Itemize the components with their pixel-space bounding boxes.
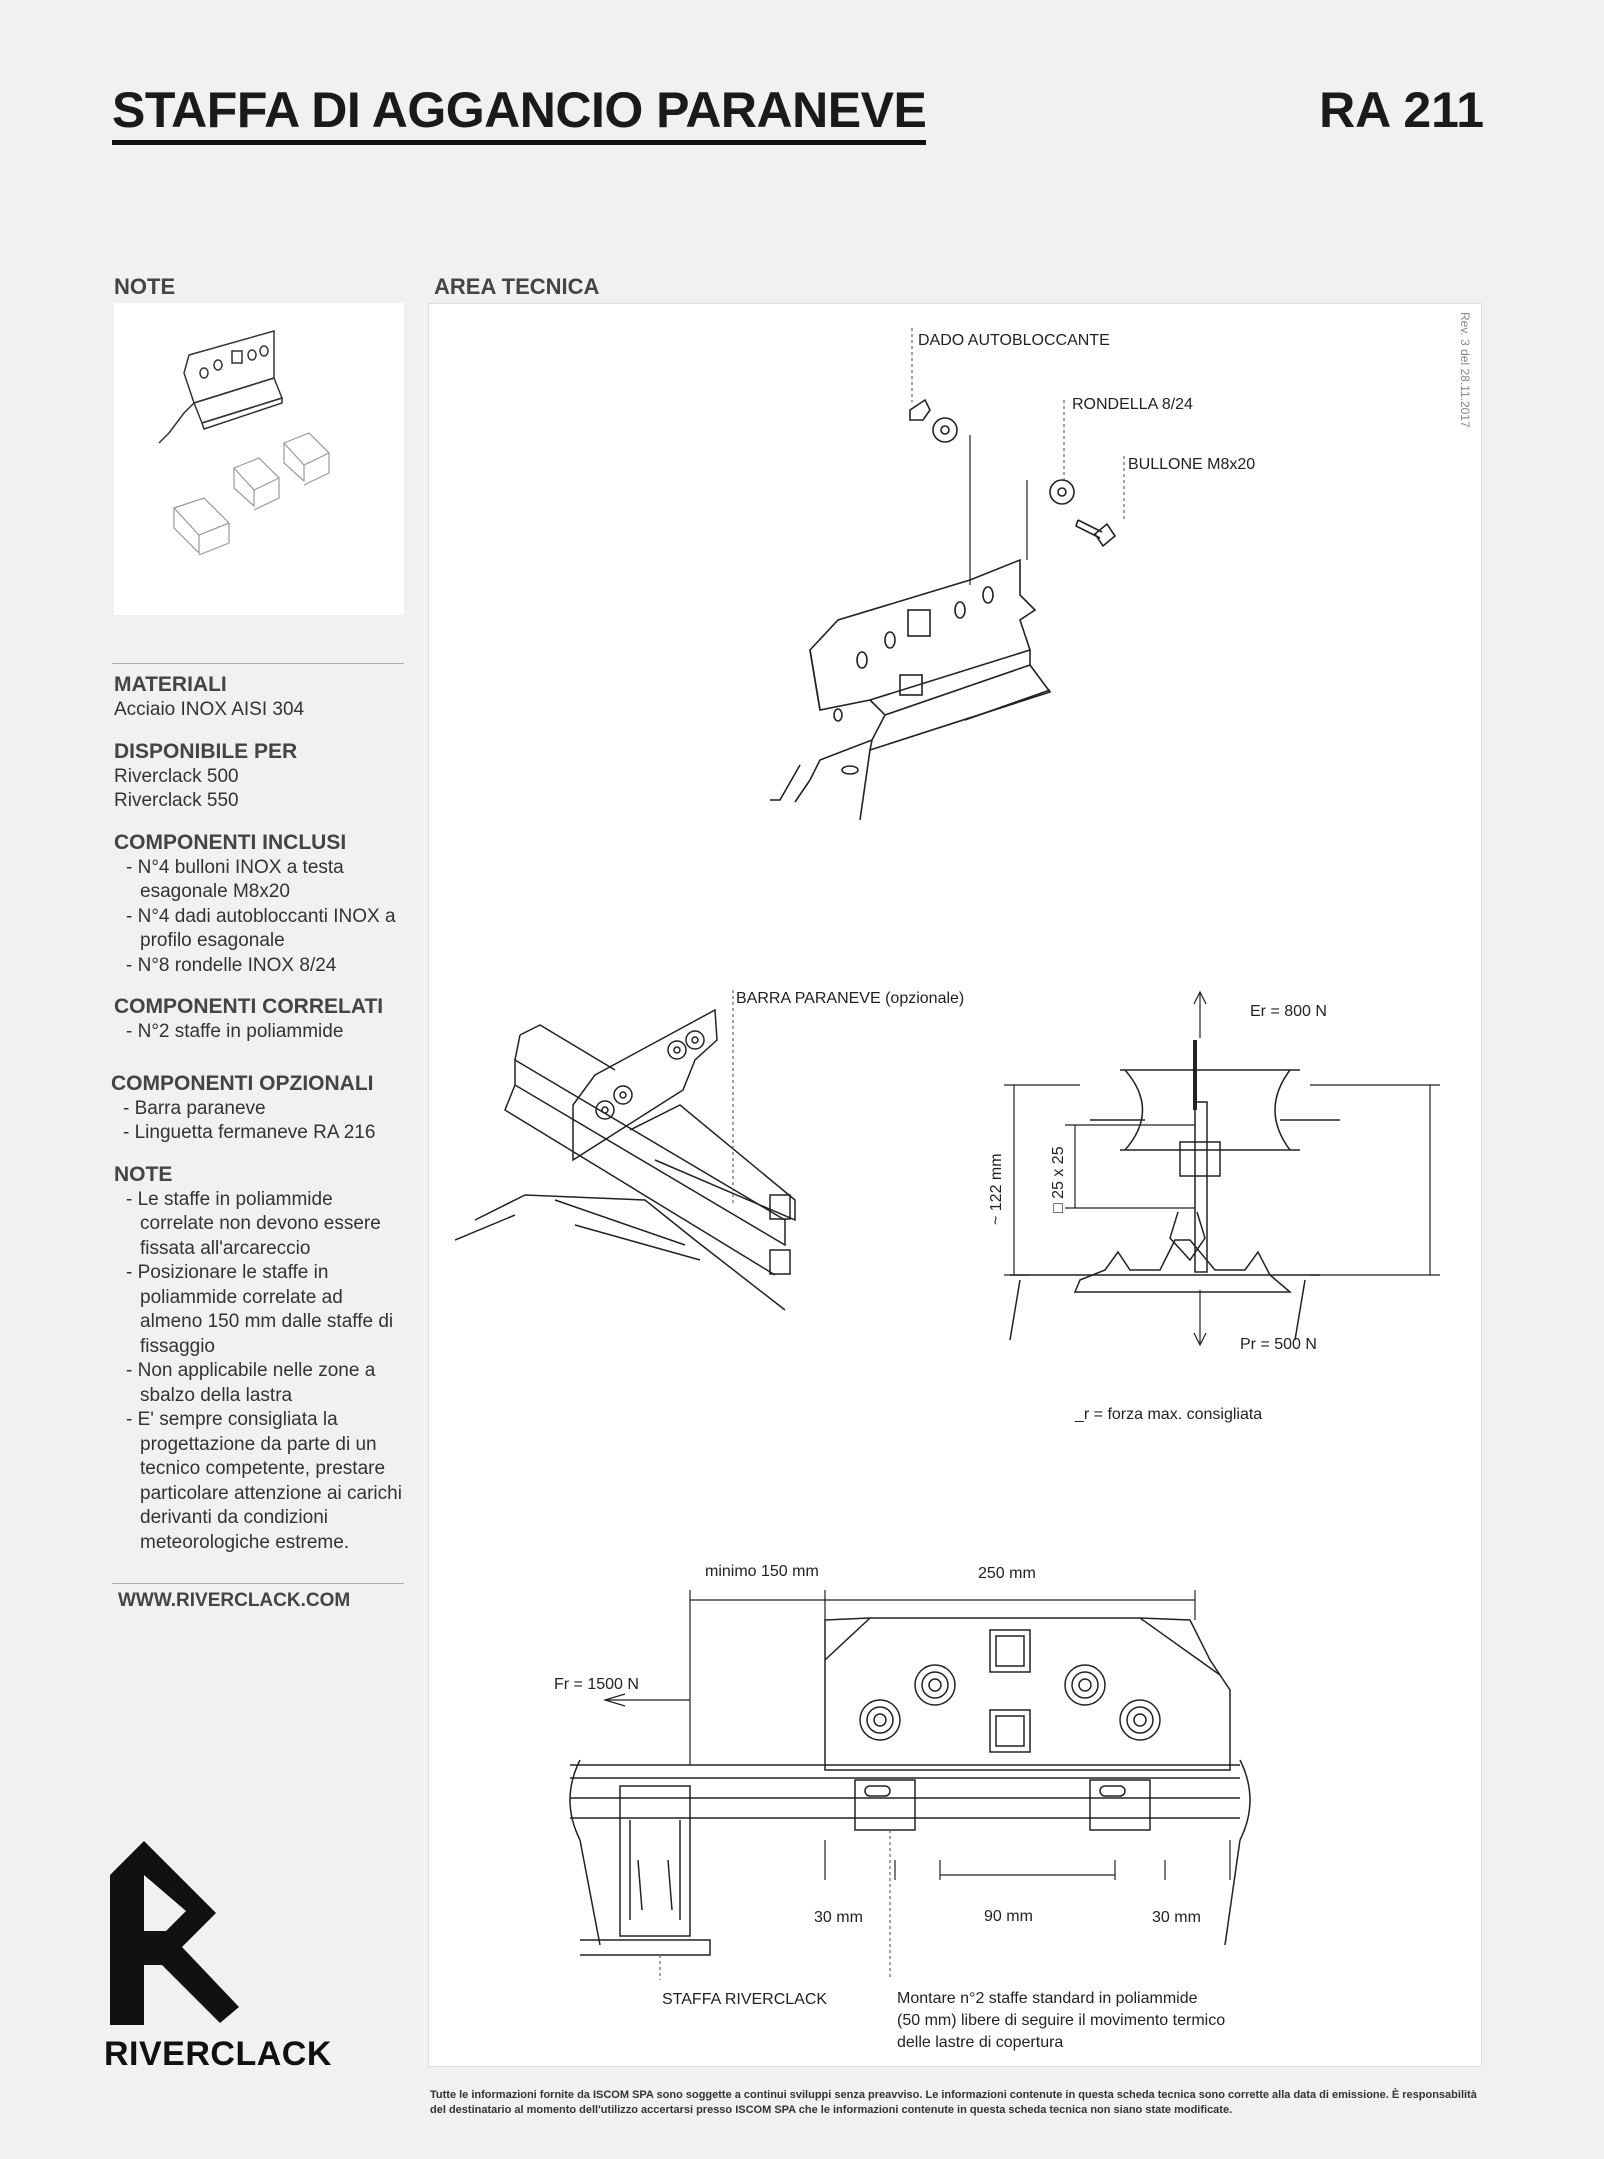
componenti-correlati-item: - N°2 staffe in poliammide: [114, 1020, 414, 1045]
materiali-heading: MATERIALI: [114, 673, 227, 696]
componenti-inclusi-item: - N°4 bulloni INOX a testa esagonale M8x20: [114, 856, 414, 905]
force-legend: _r = forza max. consigliata: [1075, 1406, 1263, 1423]
revision-label: Rev. 3 del 28.11.2017: [1458, 312, 1472, 428]
materiali-value: Acciaio INOX AISI 304: [114, 699, 305, 720]
note-item: - E' sempre consigliata la progettazione da parte di un tecnico competente, prestare particolare attenzione ai carichi derivanti da condizioni meteorologiche estreme.: [114, 1408, 404, 1555]
disponibile-heading: DISPONIBILE PER: [114, 739, 298, 763]
barra-label: BARRA PARANEVE (opzionale): [736, 990, 965, 1007]
disponibile-item: Riverclack 550: [114, 790, 239, 811]
pr-force-label: Pr = 500 N: [1240, 1336, 1317, 1353]
dado-label: DADO AUTOBLOCCANTE: [918, 332, 1110, 349]
snow-bar-assembly-drawing: [455, 990, 875, 1320]
note-item: - Le staffe in poliammide correlate non devono essere fissata all'arcareccio: [114, 1188, 404, 1262]
dim-250-label: 250 mm: [978, 1565, 1036, 1582]
disponibile-item: Riverclack 500: [114, 765, 239, 787]
divider: [112, 663, 404, 664]
note-item: - Posizionare le staffe in poliammide correlate ad almeno 150 mm dalle staffe di fissaggio: [114, 1261, 404, 1359]
minimo-label: minimo 150 mm: [705, 1563, 819, 1580]
note-heading: NOTE: [114, 1162, 173, 1186]
dim-25-label: □ 25 x 25: [1050, 1146, 1067, 1213]
page-title: STAFFA DI AGGANCIO PARANEVE: [112, 82, 926, 145]
brand-name: RIVERCLACK: [104, 2035, 332, 2073]
note-section-heading: NOTE: [114, 274, 176, 299]
staffa-label: STAFFA RIVERCLACK: [662, 1991, 828, 2008]
rondella-label: RONDELLA 8/24: [1072, 396, 1193, 413]
componenti-opzionali-item: - Barra paraneve: [111, 1097, 414, 1122]
area-tecnica-heading: AREA TECNICA: [434, 274, 600, 299]
bullone-label: BULLONE M8x20: [1128, 456, 1256, 473]
er-force-label: Er = 800 N: [1250, 1003, 1327, 1020]
dim-122-label: ~ 122 mm: [988, 1153, 1005, 1225]
legal-footer: Tutte le informazioni fornite da ISCOM SPA sono soggette a continui sviluppi senza preavviso. Le informazioni contenute in questa scheda tecnica sono corrette alla data di emissione. È responsabilità del destinatario al momento dell'utilizzo accertarsi presso ISCOM SPA che le informazioni contenute in questa scheda tecnica non siano state modificate.: [430, 2089, 1477, 2116]
divider: [112, 1583, 404, 1584]
dim-30b-label: 30 mm: [1152, 1909, 1201, 1926]
product-code: RA 211: [1319, 82, 1484, 138]
montare-line-2: (50 mm) libere di seguire il movimento termico: [897, 2012, 1226, 2029]
fr-force-label: Fr = 1500 N: [554, 1676, 639, 1693]
website-link[interactable]: WWW.RIVERCLACK.COM: [118, 1590, 351, 1611]
note-item: - Non applicabile nelle zone a sbalzo della lastra: [114, 1359, 404, 1408]
montare-line-1: Montare n°2 staffe standard in poliammide: [897, 1990, 1198, 2007]
product-thumbnail-drawing: [114, 303, 404, 615]
componenti-inclusi-item: - N°8 rondelle INOX 8/24: [114, 954, 414, 979]
montare-line-3: delle lastre di copertura: [897, 2034, 1064, 2051]
componenti-correlati-heading: COMPONENTI CORRELATI: [114, 995, 384, 1018]
riverclack-logo-icon: [104, 1835, 249, 2025]
product-thumbnail: [114, 303, 404, 615]
componenti-inclusi-item: - N°4 dadi autobloccanti INOX a profilo esagonale: [114, 905, 414, 954]
componenti-opzionali-heading: COMPONENTI OPZIONALI: [111, 1071, 374, 1095]
dim-30a-label: 30 mm: [814, 1909, 863, 1926]
componenti-opzionali-item: - Linguetta fermaneve RA 216: [111, 1121, 414, 1146]
componenti-inclusi-heading: COMPONENTI INCLUSI: [114, 830, 347, 854]
sidebar-specs: [111, 672, 414, 1571]
dim-90-label: 90 mm: [984, 1908, 1033, 1925]
